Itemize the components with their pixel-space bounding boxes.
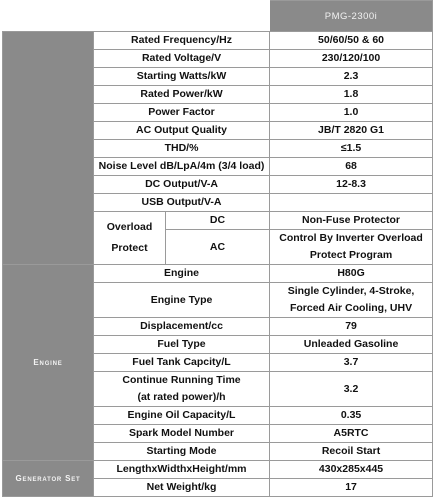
- label-overload-ac: AC: [166, 230, 270, 265]
- spec-sheet: [2, 0, 432, 493]
- label-fuel-type: Fuel Type: [94, 336, 270, 354]
- row-engine: [3, 265, 433, 283]
- label-spark-model: Spark Model Number: [94, 425, 270, 443]
- value-oil-capacity: 0.35: [270, 407, 433, 425]
- label-net-weight: Net Weight/kg: [94, 479, 270, 497]
- value-fuel-tank: 3.7: [270, 354, 433, 372]
- value-ac-output-quality: JB/T 2820 G1: [270, 122, 433, 140]
- group-electrical: [3, 32, 94, 265]
- value-engine-type-line2: Forced Air Cooling, UHV: [289, 302, 413, 314]
- label-rated-frequency: Rated Frequency/Hz: [94, 32, 270, 50]
- value-overload-ac-line2: Protect Program: [309, 249, 393, 261]
- label-displacement: Displacement/cc: [94, 318, 270, 336]
- value-overload-ac: [270, 230, 433, 265]
- value-spark-model: A5RTC: [270, 425, 433, 443]
- value-thd: ≤1.5: [270, 140, 433, 158]
- label-running-time: [94, 372, 270, 407]
- label-thd: THD/%: [94, 140, 270, 158]
- label-overload-dc: DC: [166, 212, 270, 230]
- value-overload-dc: Non-Fuse Protector: [270, 212, 433, 230]
- value-starting-mode: Recoil Start: [270, 443, 433, 461]
- value-power-factor: 1.0: [270, 104, 433, 122]
- label-engine: Engine: [94, 265, 270, 283]
- label-dimensions: LengthxWidthxHeight/mm: [94, 461, 270, 479]
- label-running-time-line1: Continue Running Time: [122, 374, 241, 386]
- label-engine-type: Engine Type: [94, 283, 270, 318]
- group-engine: Engine: [3, 265, 94, 461]
- value-engine-type-line1: Single Cylinder, 4-Stroke,: [287, 285, 415, 297]
- value-running-time: 3.2: [270, 372, 433, 407]
- label-ac-output-quality: AC Output Quality: [94, 122, 270, 140]
- label-fuel-tank: Fuel Tank Capcity/L: [94, 354, 270, 372]
- label-rated-power: Rated Power/kW: [94, 86, 270, 104]
- header-row: [3, 1, 433, 32]
- value-displacement: 79: [270, 318, 433, 336]
- value-fuel-type: Unleaded Gasoline: [270, 336, 433, 354]
- value-overload-ac-line1: Control By Inverter Overload: [279, 232, 423, 244]
- row-dimensions: [3, 461, 433, 479]
- label-overload-line1: Overload: [106, 221, 153, 233]
- value-dimensions: 430x285x445: [270, 461, 433, 479]
- value-rated-power: 1.8: [270, 86, 433, 104]
- label-power-factor: Power Factor: [94, 104, 270, 122]
- label-rated-voltage: Rated Voltage/V: [94, 50, 270, 68]
- label-running-time-line2: (at rated power)/h: [137, 391, 226, 403]
- model-name: PMG-2300i: [270, 1, 433, 32]
- label-usb-output: USB Output/V-A: [94, 194, 270, 212]
- label-oil-capacity: Engine Oil Capacity/L: [94, 407, 270, 425]
- label-dc-output: DC Output/V-A: [94, 176, 270, 194]
- value-engine-type: [270, 283, 433, 318]
- group-generator-set: Generator Set: [3, 461, 94, 497]
- header-blank: [3, 1, 270, 32]
- spec-table: [2, 0, 433, 497]
- label-overload-protect: [94, 212, 166, 265]
- label-noise-level: Noise Level dB/LpA/4m (3/4 load): [94, 158, 270, 176]
- value-rated-voltage: 230/120/100: [270, 50, 433, 68]
- value-net-weight: 17: [270, 479, 433, 497]
- label-overload-line2: Protect: [111, 242, 148, 254]
- label-starting-mode: Starting Mode: [94, 443, 270, 461]
- row-rated-frequency: [3, 32, 433, 50]
- label-starting-watts: Starting Watts/kW: [94, 68, 270, 86]
- value-engine: H80G: [270, 265, 433, 283]
- value-noise-level: 68: [270, 158, 433, 176]
- value-usb-output: [270, 194, 433, 212]
- value-rated-frequency: 50/60/50 & 60: [270, 32, 433, 50]
- value-dc-output: 12-8.3: [270, 176, 433, 194]
- value-starting-watts: 2.3: [270, 68, 433, 86]
